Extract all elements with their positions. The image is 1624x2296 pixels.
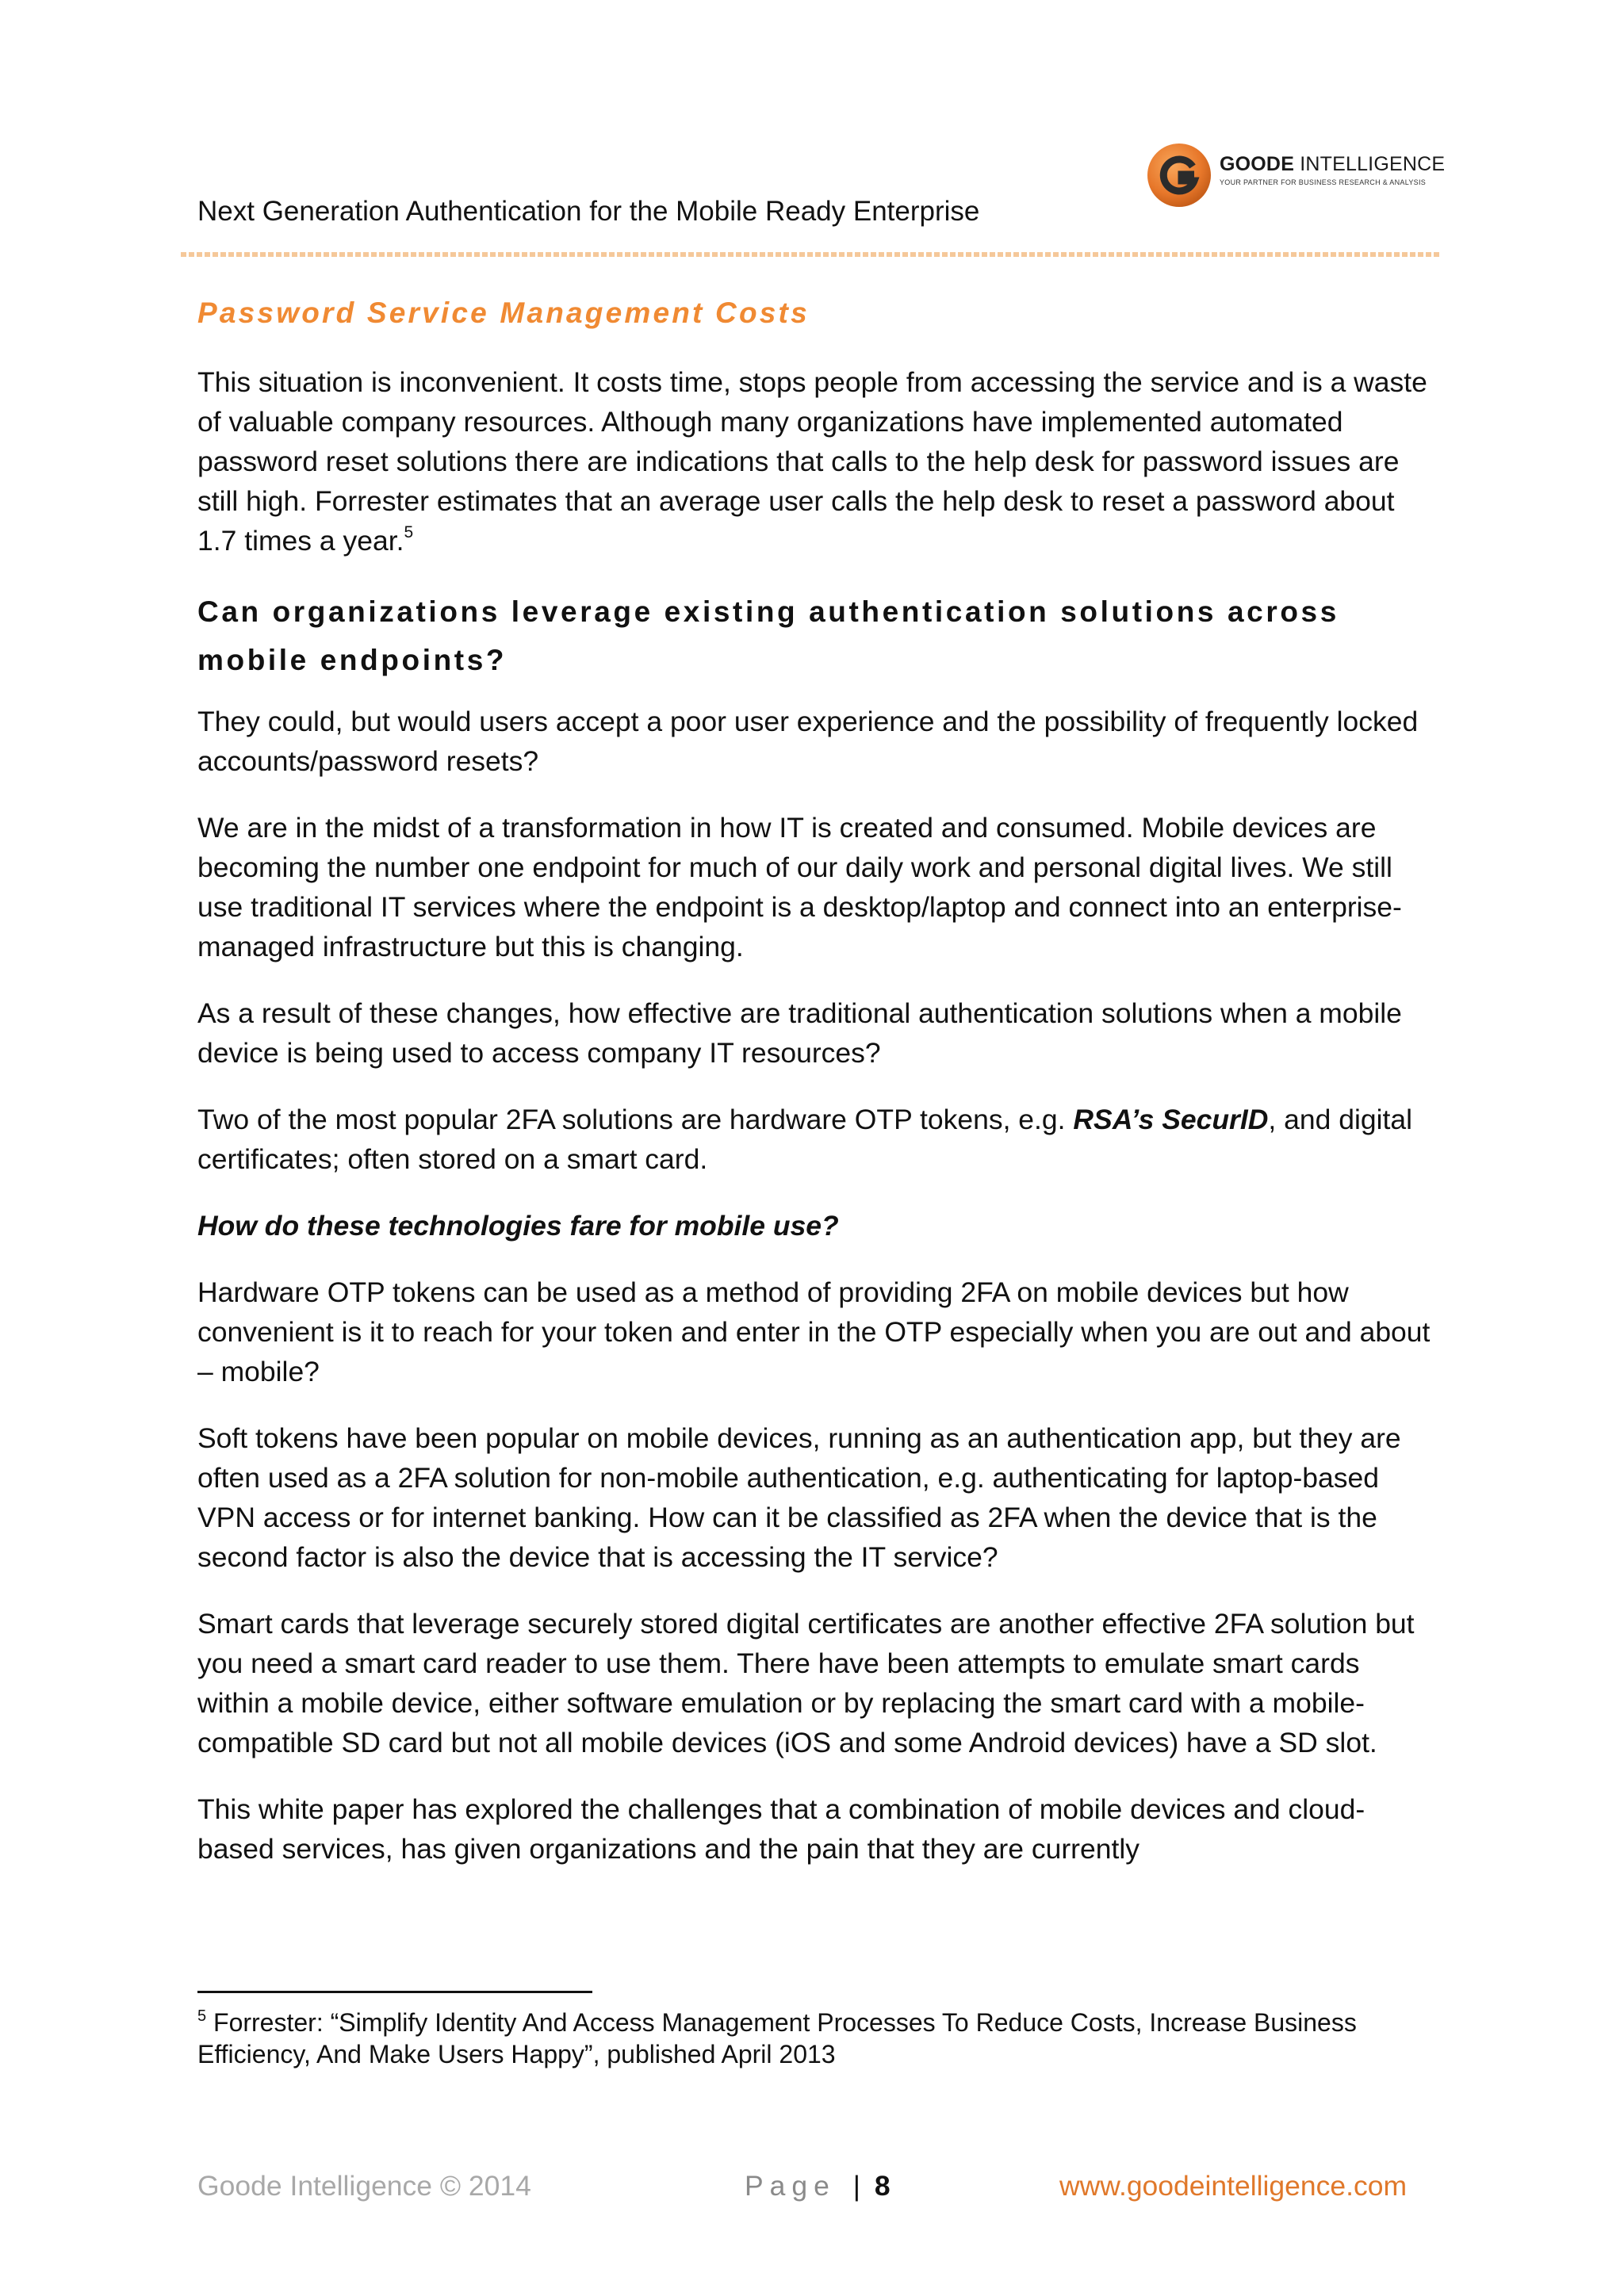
paragraph-2fa-solutions	[197, 1100, 1434, 1179]
paragraph-smart-cards: Smart cards that leverage securely stored digital certificates are another effective 2FA solution but you need a smart card reader to use them. There have been attempts to emulate smart cards within a mobile device, either software emulation or by replacing the smart card with a mobile-compatible SD card but not all mobile devices (iOS and some Android devices) have a SD slot.	[197, 1608, 1415, 1758]
footnote	[197, 2007, 1434, 2070]
main-content	[197, 293, 1434, 1896]
footnote-divider	[197, 1991, 592, 1993]
logo-wordmark	[1220, 152, 1445, 176]
header-divider	[181, 251, 1442, 258]
header-title: Next Generation Authentication for the Mobile Ready Enterprise	[197, 196, 980, 227]
footnote-reference[interactable]: 5	[404, 523, 414, 541]
paragraph-user-experience: They could, but would users accept a poor user experience and the possibility of frequently locked accounts/password resets?	[197, 706, 1419, 777]
company-logo	[1147, 143, 1446, 208]
section-title: Password Service Management Costs	[197, 297, 810, 329]
paragraph-conclusion: This white paper has explored the challenges that a combination of mobile devices and cloud-based services, has given organizations and the pain that they are currently	[197, 1793, 1365, 1865]
logo-name-bold: GOODE	[1220, 153, 1295, 175]
paragraph-text: This situation is inconvenient. It costs time, stops people from accessing the service and is a waste of valuable company resources. Although many organizations have implemented automated password reset solutions there are indications that calls to the help desk for password issues are still high. Forrester estimates that an average user calls the help desk to reset a password about 1.7 times a year.	[197, 366, 1427, 557]
goode-g-logo-icon	[1147, 143, 1212, 208]
page-label: Page	[745, 2170, 836, 2202]
question-heading: How do these technologies fare for mobile use?	[197, 1210, 839, 1242]
paragraph-transformation: We are in the midst of a transformation in how IT is created and consumed. Mobile devices are becoming the number one endpoint for much of our daily work and personal digital lives. We still use traditional IT services where the endpoint is a desktop/laptop and connect into an enterprise-managed infrastructure but this is changing.	[197, 812, 1402, 962]
footer-website-link[interactable]: www.goodeintelligence.com	[1059, 2170, 1408, 2202]
paragraph-text: Two of the most popular 2FA solutions are hardware OTP tokens, e.g.	[197, 1104, 1074, 1135]
logo-name-regular: INTELLIGENCE	[1294, 153, 1446, 175]
paragraph-soft-tokens: Soft tokens have been popular on mobile devices, running as an authentication app, but they are often used as a 2FA solution for non-mobile authentication, e.g. authenticating for laptop-based VPN access or for internet banking. How can it be classified as 2FA when the device that is the second factor is also the device that is accessing the IT service?	[197, 1422, 1401, 1573]
paragraph-hardware-otp: Hardware OTP tokens can be used as a method of providing 2FA on mobile devices but how convenient is it to reach for your token and enter in the OTP especially when you are out and about – mobile?	[197, 1276, 1431, 1387]
footnote-text: Forrester: “Simplify Identity And Access Management Processes To Reduce Costs, Increase Business Efficiency, And Make Users Happy”, published April 2013	[197, 2008, 1357, 2068]
footnote-number: 5	[197, 2007, 207, 2025]
emphasis-securid: RSA’s SecurID	[1073, 1104, 1269, 1135]
footer-page-number	[745, 2168, 891, 2203]
page-separator: |	[852, 2170, 861, 2202]
footer-copyright: Goode Intelligence © 2014	[197, 2170, 531, 2202]
paragraph-effectiveness: As a result of these changes, how effective are traditional authentication solutions when a mobile device is being used to access company IT resources?	[197, 997, 1402, 1069]
paragraph-text: , and digital certificates; often stored on a smart card.	[197, 1104, 1412, 1175]
paragraph-password-costs	[197, 362, 1434, 561]
logo-tagline: YOUR PARTNER FOR BUSINESS RESEARCH & ANALYSIS	[1220, 178, 1427, 186]
subheading: Can organizations leverage existing authentication solutions across mobile endpoints?	[197, 595, 1339, 676]
page-number: 8	[874, 2170, 891, 2202]
